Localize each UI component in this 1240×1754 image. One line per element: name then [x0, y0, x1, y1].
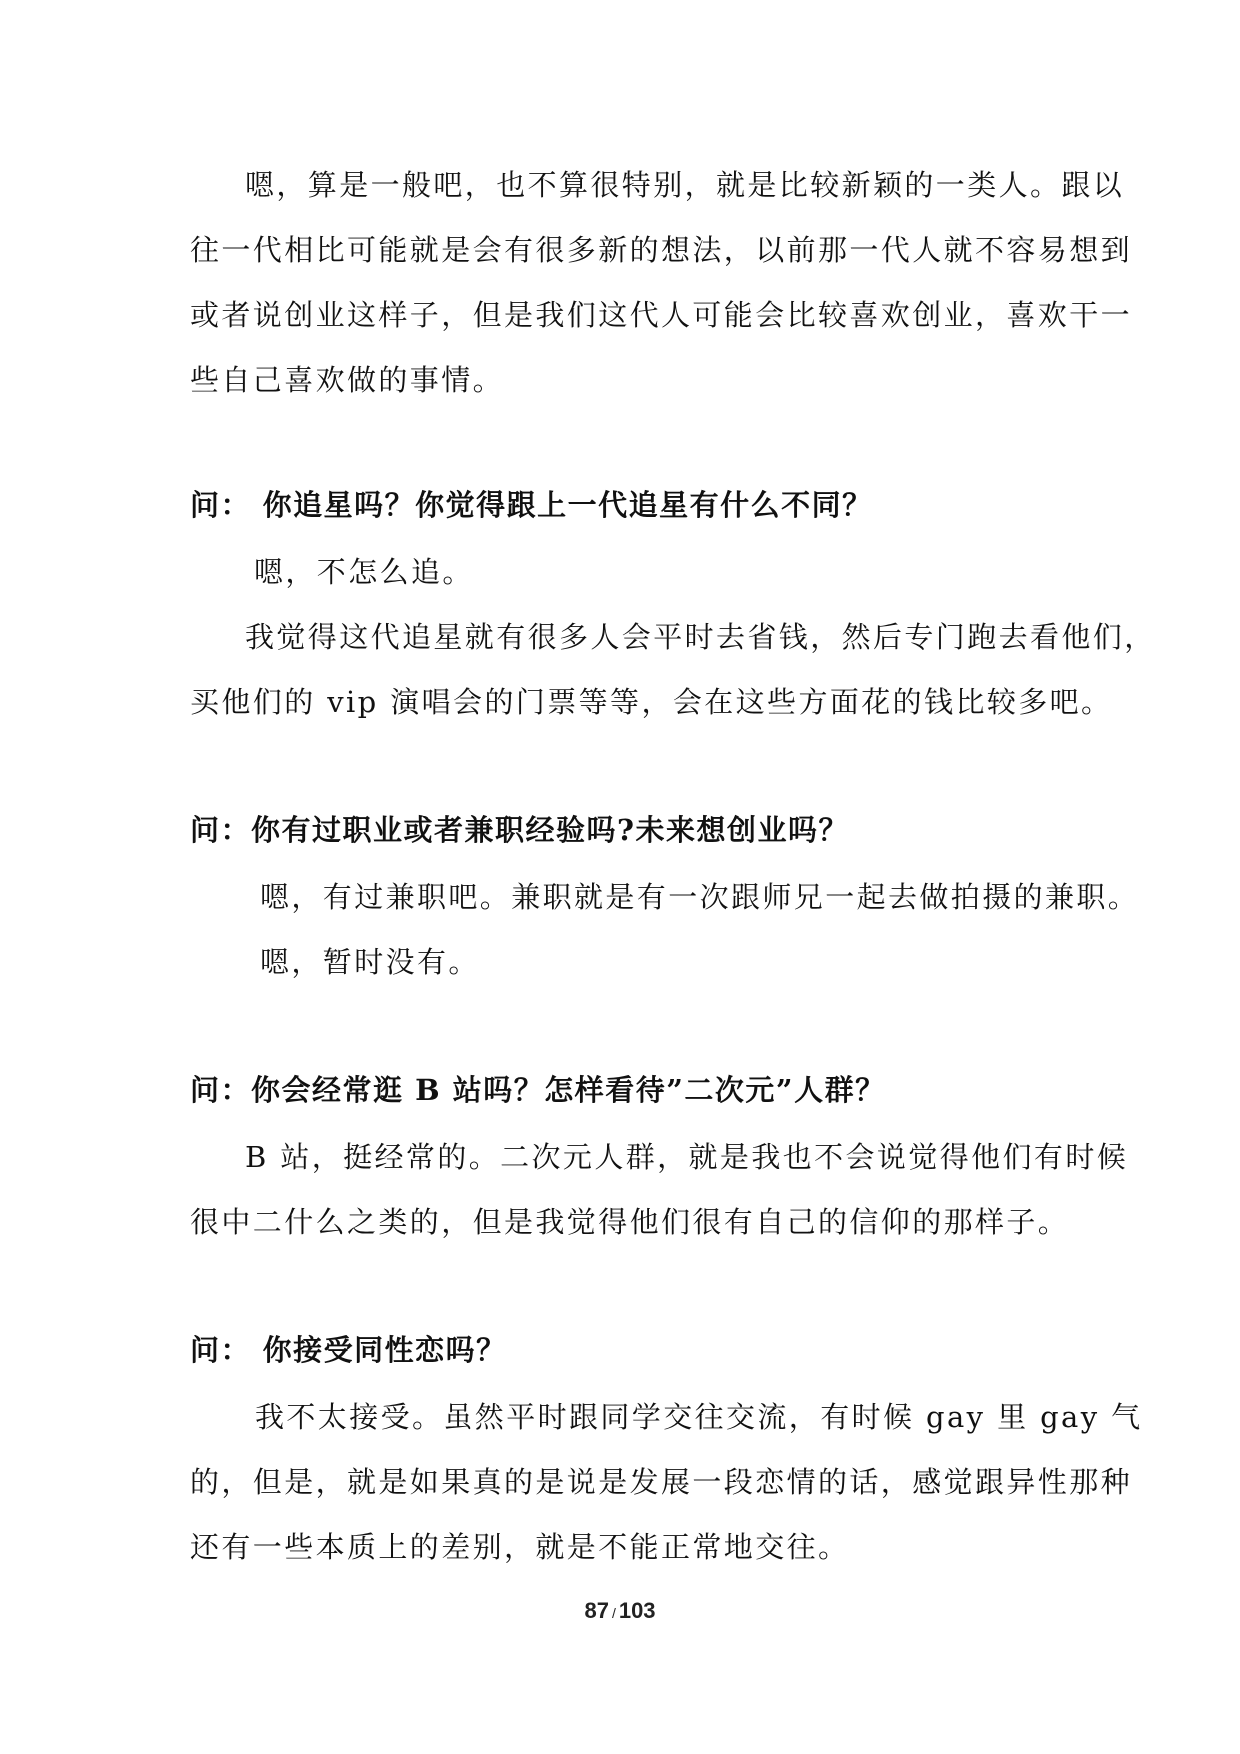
paragraph-line: 嗯，算是一般吧，也不算很特别，就是比较新颖的一类人。跟以: [245, 168, 1125, 202]
question-heading: 问： 你接受同性恋吗？: [190, 1333, 507, 1367]
answer-line: 我觉得这代追星就有很多人会平时去省钱，然后专门跑去看他们，: [245, 620, 1156, 654]
paragraph-line: 或者说创业这样子，但是我们这代人可能会比较喜欢创业，喜欢干一: [190, 298, 1133, 332]
answer-line: 嗯，不怎么追。: [254, 555, 474, 589]
question-heading: 问：你有过职业或者兼职经验吗?未来想创业吗？: [190, 813, 849, 847]
answer-line: B 站，挺经常的。二次元人群，就是我也不会说觉得他们有时候: [245, 1140, 1129, 1174]
total-pages: 103: [618, 1598, 656, 1623]
current-page: 87: [584, 1598, 609, 1623]
answer-line: 买他们的 vip 演唱会的门票等等，会在这些方面花的钱比较多吧。: [190, 685, 1113, 719]
answer-line: 嗯，暂时没有。: [260, 945, 480, 979]
page-separator: /: [611, 1605, 616, 1621]
answer-line: 嗯，有过兼职吧。兼职就是有一次跟师兄一起去做拍摄的兼职。: [260, 880, 1140, 914]
paragraph-line: 些自己喜欢做的事情。: [190, 363, 505, 397]
answer-line: 还有一些本质上的差别，就是不能正常地交往。: [190, 1530, 850, 1564]
page-number: [0, 1598, 1240, 1624]
answer-line: 的，但是，就是如果真的是说是发展一段恋情的话，感觉跟异性那种: [190, 1465, 1133, 1499]
answer-line: 我不太接受。虽然平时跟同学交往交流，有时候 gay 里 gay 气: [255, 1400, 1143, 1434]
answer-line: 很中二什么之类的，但是我觉得他们很有自己的信仰的那样子。: [190, 1205, 1070, 1239]
question-heading: 问： 你追星吗？你觉得跟上一代追星有什么不同？: [190, 488, 873, 522]
paragraph-line: 往一代相比可能就是会有很多新的想法，以前那一代人就不容易想到: [190, 233, 1133, 267]
question-heading: 问：你会经常逛 B 站吗？怎样看待”二次元”人群？: [190, 1073, 886, 1107]
